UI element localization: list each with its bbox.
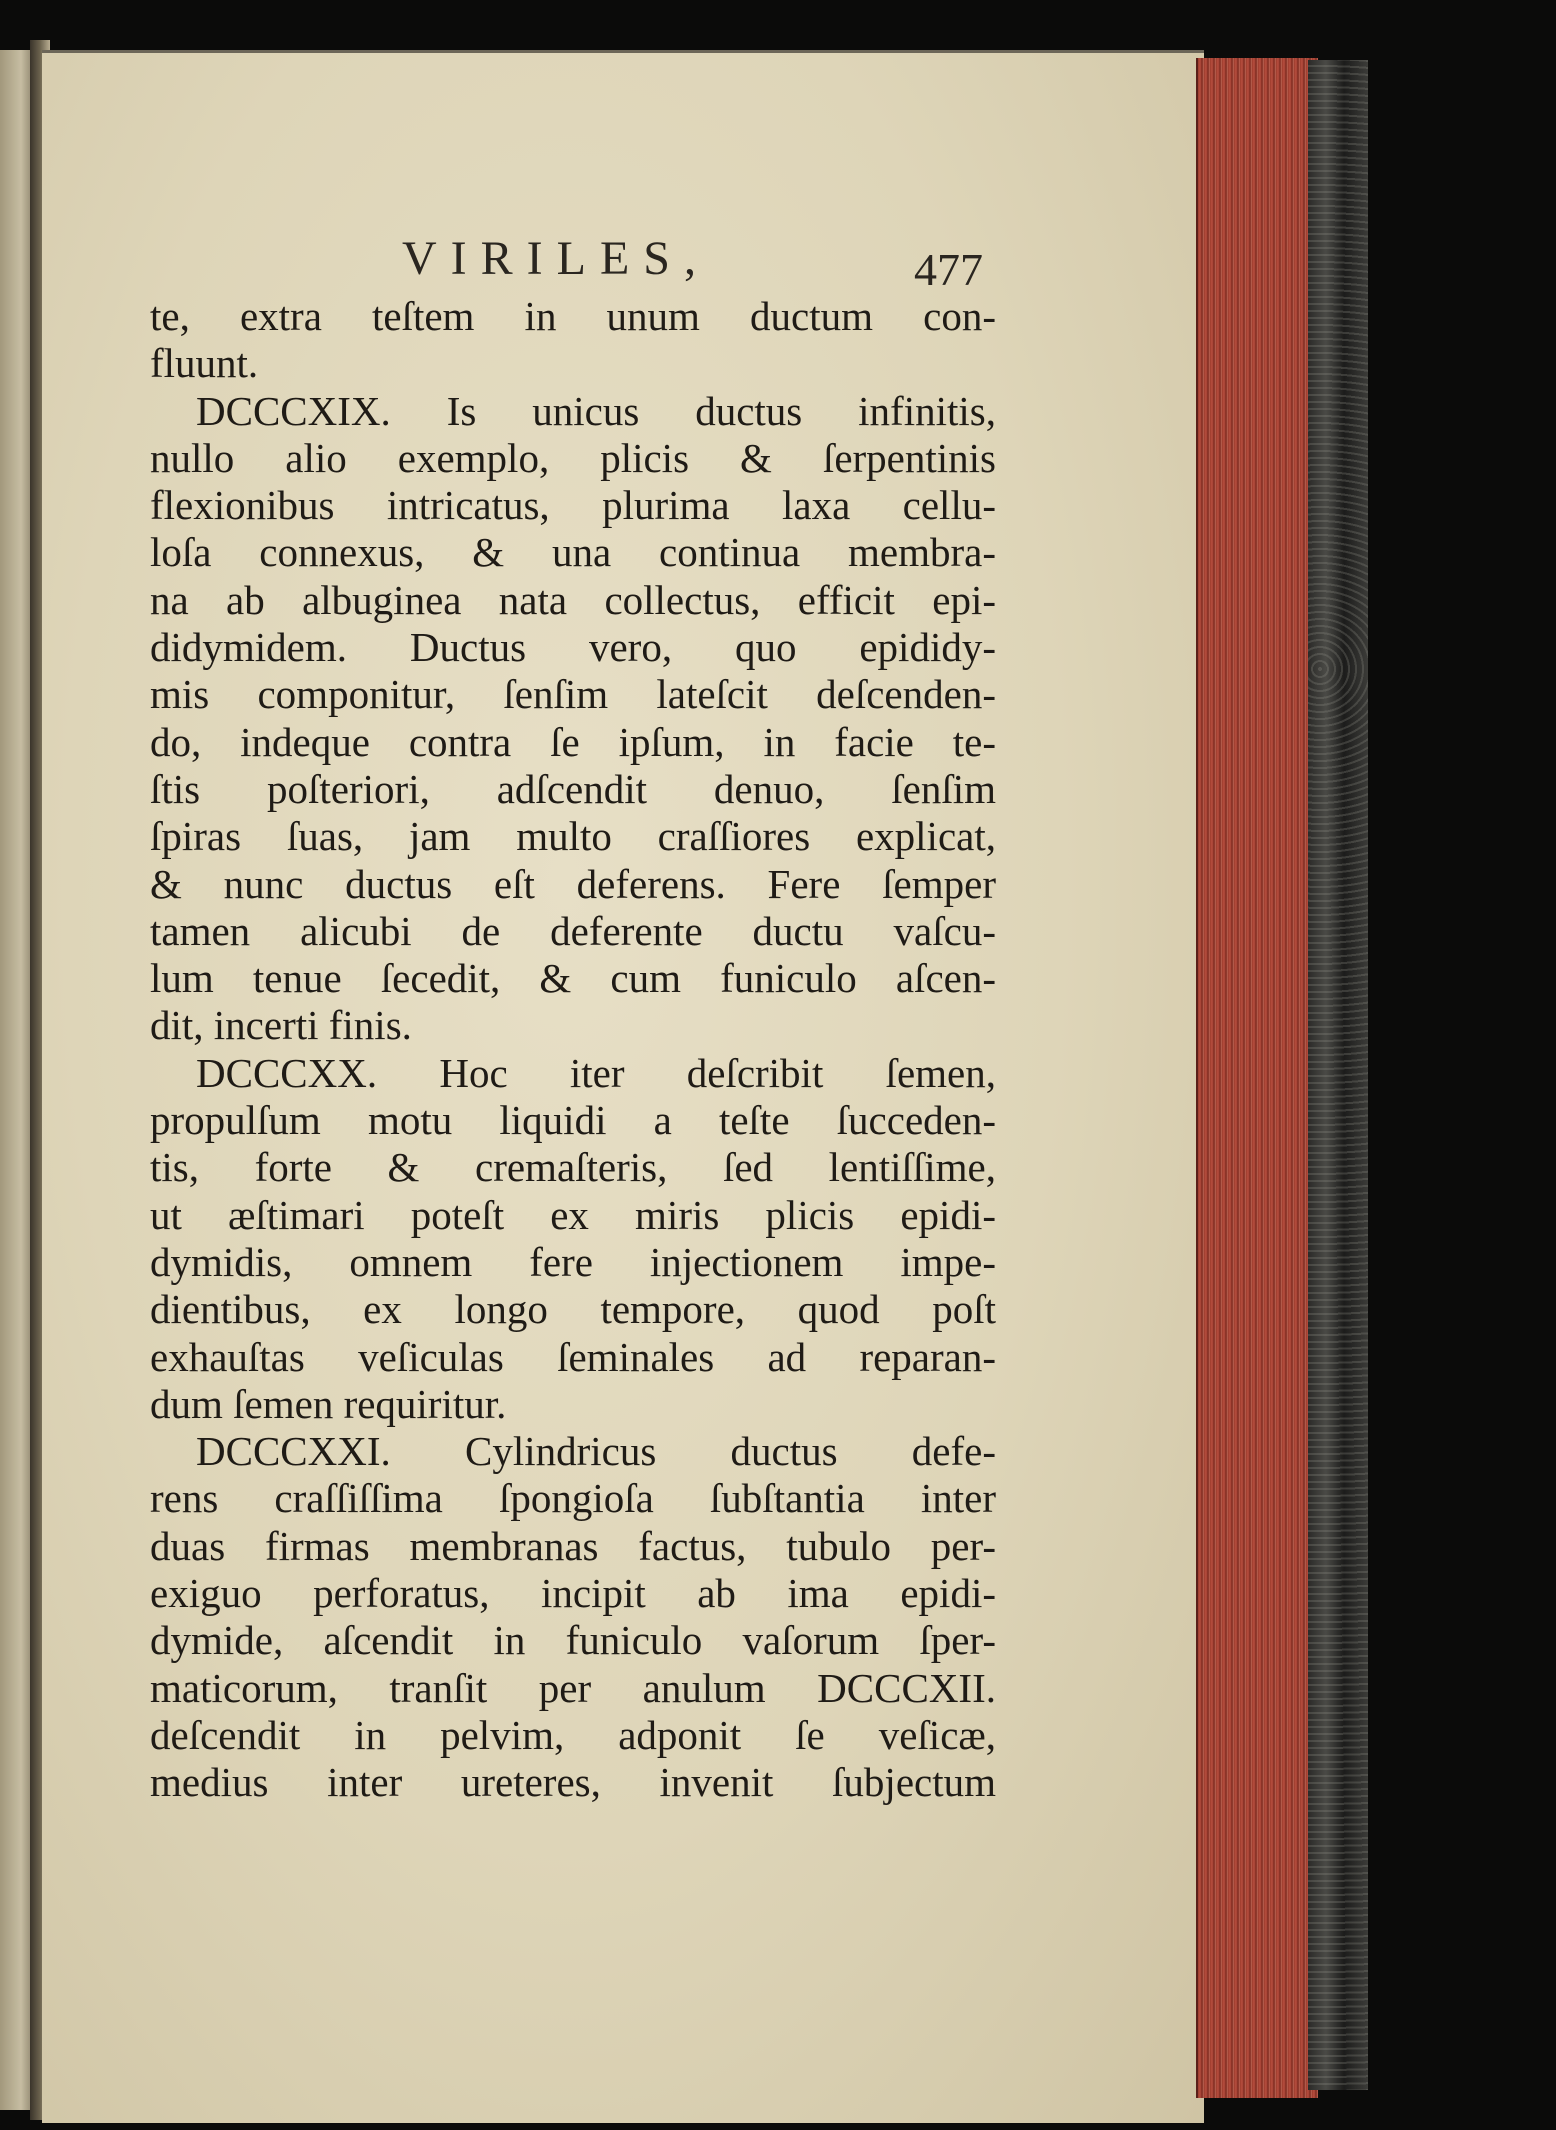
text-line: flexionibus intricatus, plurima laxa cellu- — [150, 482, 996, 529]
running-head: VIRILES, — [402, 232, 710, 285]
text-line: fluunt. — [150, 340, 259, 387]
text-line: didymidem. Ductus vero, quo epididy- — [150, 624, 996, 671]
text-line: rens craſſiſſima ſpongioſa ſubſtantia inter — [150, 1475, 996, 1522]
book-page — [42, 50, 1204, 2123]
text-line: duas firmas membranas factus, tubulo per- — [150, 1522, 996, 1569]
body-text — [150, 293, 996, 1807]
text-line: DCCCXXI. Cylindricus ductus defe- — [196, 1428, 996, 1475]
text-line: maticorum, tranſit per anulum DCCCXII. — [150, 1664, 996, 1711]
text-line: dientibus, ex longo tempore, quod poſt — [150, 1286, 996, 1333]
text-line: tamen alicubi de deferente ductu vaſcu- — [150, 907, 996, 954]
text-line: dymidis, omnem fere injectionem impe- — [150, 1238, 996, 1285]
text-line: mis componitur, ſenſim lateſcit deſcenden- — [150, 671, 996, 718]
text-line: na ab albuginea nata collectus, efficit epi- — [150, 576, 996, 623]
text-line: dymide, aſcendit in funiculo vaſorum ſper- — [150, 1617, 996, 1664]
text-line: & nunc ductus eſt deferens. Fere ſemper — [150, 860, 996, 907]
text-line: ſpiras ſuas, jam multo craſſiores explicat, — [150, 813, 996, 860]
text-line: tis, forte & cremaſteris, ſed lentiſſime, — [150, 1144, 996, 1191]
text-line: medius inter ureteres, invenit ſubjectum — [150, 1759, 996, 1806]
text-line: deſcendit in pelvim, adponit ſe veſicæ, — [150, 1711, 996, 1758]
text-line: do, indeque contra ſe ipſum, in facie te- — [150, 718, 996, 765]
text-line: nullo alio exemplo, plicis & ſerpentinis — [150, 434, 996, 481]
text-line: exiguo perforatus, incipit ab ima epidi- — [150, 1570, 996, 1617]
text-line: dit, incerti finis. — [150, 1002, 412, 1049]
text-line: ut æſtimari poteſt ex miris plicis epidi- — [150, 1191, 996, 1238]
text-line: te, extra teſtem in unum ductum con- — [150, 293, 996, 339]
text-line: DCCCXX. Hoc iter deſcribit ſemen, — [196, 1049, 996, 1096]
page-number: 477 — [914, 244, 983, 295]
marbled-cover-edge — [1308, 60, 1368, 2090]
text-line: propulſum motu liquidi a teſte ſucceden- — [150, 1097, 996, 1144]
red-page-edges — [1196, 58, 1318, 2098]
text-line: DCCCXIX. Is unicus ductus infinitis, — [196, 387, 996, 434]
text-line: exhauſtas veſiculas ſeminales ad reparan- — [150, 1333, 996, 1380]
text-line: loſa connexus, & una continua membra- — [150, 529, 996, 576]
text-line: dum ſemen requiritur. — [150, 1380, 507, 1427]
text-line: ſtis poſteriori, adſcendit denuo, ſenſim — [150, 765, 996, 812]
text-line: lum tenue ſecedit, & cum funiculo aſcen- — [150, 955, 996, 1002]
